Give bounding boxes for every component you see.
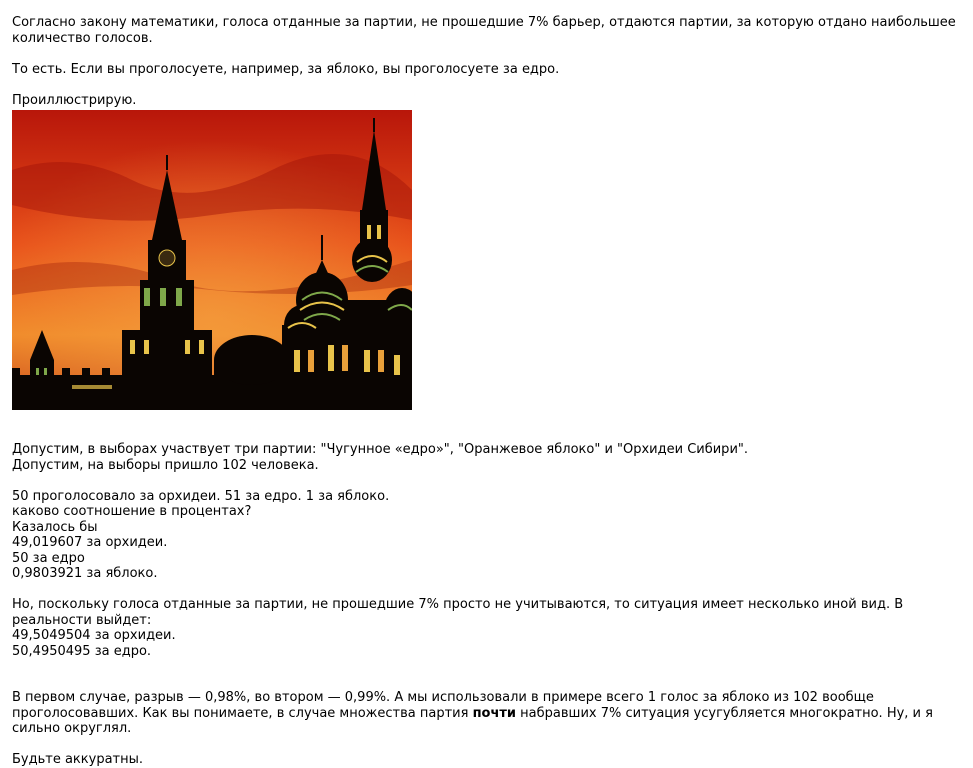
kremlin-sunset-photo (12, 110, 412, 410)
votes-edro-pct: 50 за едро (12, 550, 85, 566)
article-body (12, 15, 964, 768)
reality-edro-pct: 50,4950495 за едро. (12, 643, 152, 659)
intro-example: То есть. Если вы проголосуете, например, за яблоко, вы проголосуете за едро. (12, 61, 560, 77)
illustrate-label: Проиллюстрирую. (12, 92, 137, 108)
conclusion-paragraph (12, 690, 964, 737)
votes-seemingly: Казалось бы (12, 519, 98, 535)
conclusion-text-start: В первом случае, разрыв — 0,98%, во втором — 0,99%. А мы использовали в примере всего 1 голос за яблоко из 102 вообще проголосовавших. Как вы понимаете, в случае множества партия (12, 690, 874, 721)
intro-paragraph: Согласно закону математики, голоса отданные за партии, не прошедшие 7% барьер, отдаются партии, за которую отдано наибольшее количество голосов. (12, 15, 956, 46)
reality-explanation: Но, поскольку голоса отданные за партии, не прошедшие 7% просто не учитываются, то ситуация имеет несколько иной вид. В реальности выйдет: (12, 597, 904, 628)
scenario-parties: Допустим, в выборах участвует три партии: "Чугунное «едро»", "Оранжевое яблоко" и "Орхидеи Сибири". (12, 442, 748, 457)
conclusion-emphasis: почти (472, 705, 517, 721)
votes-count: 50 проголосовало за орхидеи. 51 за едро. 1 за яблоко. (12, 488, 390, 504)
scenario-voters: Допустим, на выборы пришло 102 человека. (12, 457, 319, 473)
votes-orchids-pct: 49,019607 за орхидеи. (12, 535, 168, 550)
closing-line: Будьте аккуратны. (12, 752, 144, 767)
reality-orchids-pct: 49,5049504 за орхидеи. (12, 628, 176, 643)
conclusion-text-end: набравших 7% ситуация усугубляется многократно. Ну, и я сильно округлял. (12, 705, 933, 736)
votes-apple-pct: 0,9803921 за яблоко. (12, 566, 158, 581)
votes-question: каково соотношение в процентах? (12, 504, 252, 519)
